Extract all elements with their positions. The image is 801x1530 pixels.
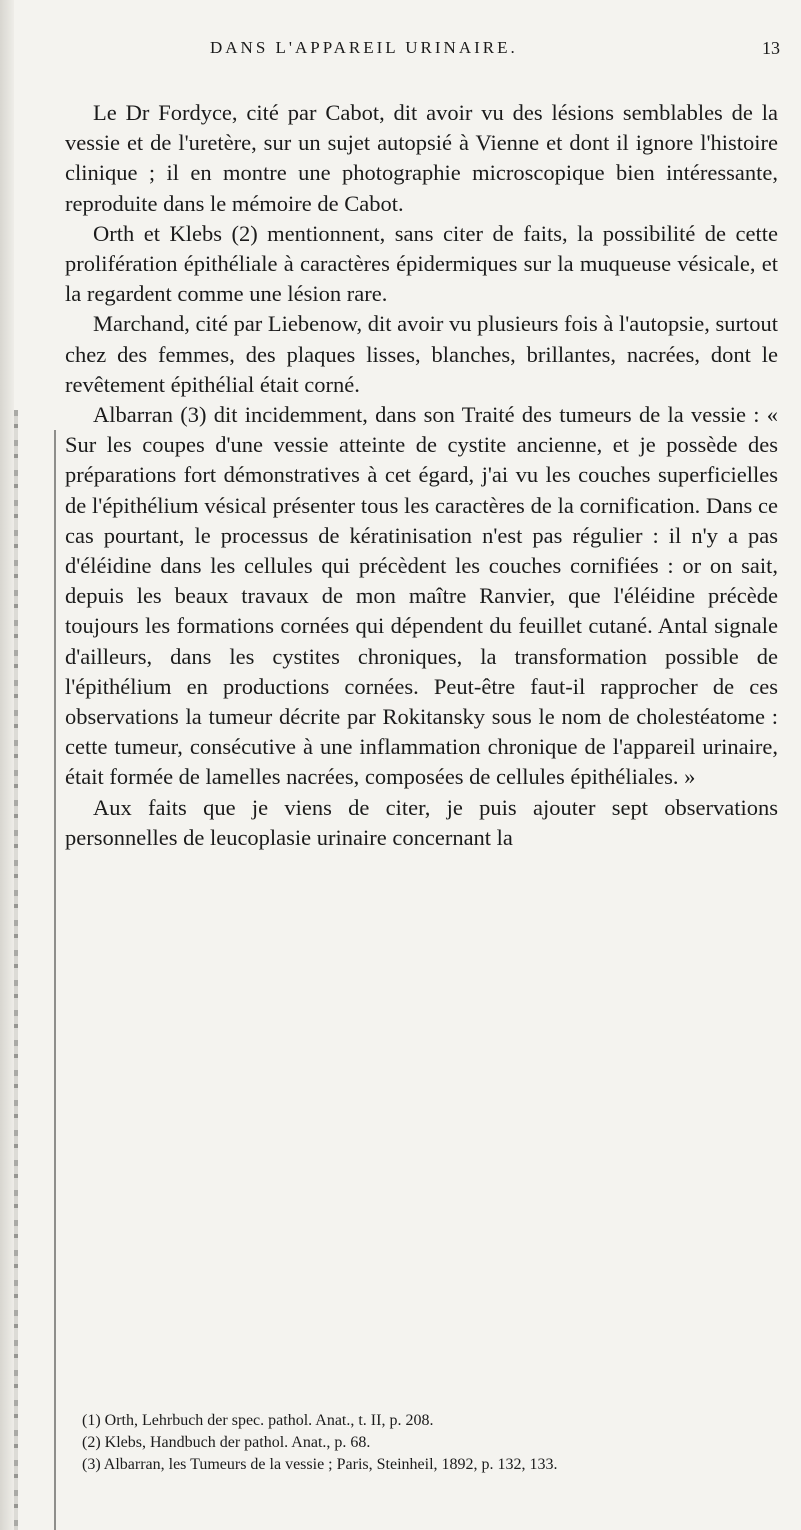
page-number: 13	[762, 38, 780, 58]
footnotes	[82, 1410, 782, 1476]
footnote: (3) Albarran, les Tumeurs de la vessie ; Paris, Steinheil, 1892, p. 132, 133.	[82, 1456, 558, 1473]
paragraph: Marchand, cité par Liebenow, dit avoir vu plusieurs fois à l'autopsie, surtout chez des femmes, des plaques lisses, blanches, brillantes, nacrées, dont le revêtement épithélial était corné.	[65, 311, 778, 397]
margin-rule	[54, 430, 56, 1530]
running-head: DANS L'APPAREIL URINAIRE.	[210, 38, 518, 57]
paragraph: Aux faits que je viens de citer, je puis ajouter sept observations personnelles de leucoplasie urinaire concernant la	[65, 794, 778, 850]
paragraph: Albarran (3) dit incidemment, dans son Traité des tumeurs de la vessie : « Sur les coupes d'une vessie atteinte de cystite ancienne, et je possède des préparations fort démonstratives à cet égard, j'ai vu les couches superficielles de l'épithélium vésical présenter tous les caractères de la cornification. Dans ce cas pourtant, le processus de kératinisation n'est pas régulier : il n'y a pas d'éléidine dans les cellules qui précèdent les couches cornifiées : or on sait, depuis les beaux travaux de mon maître Ranvier, que l'éléidine précède toujours les formations cornées qui dépendent du feuillet cutané. Antal signale d'ailleurs, dans les cystites chroniques, la transformation possible de l'épithélium en productions cornées. Peut-être faut-il rapprocher de ces observations la tumeur décrite par Rokitansky sous le nom de cholestéatome : cette tumeur, consécutive à une inflammation chronique de l'appareil urinaire, était formée de lamelles nacrées, composées de cellules épithéliales. »	[65, 402, 778, 790]
footnote: (1) Orth, Lehrbuch der spec. pathol. Anat., t. II, p. 208.	[82, 1412, 434, 1429]
binding-edge	[14, 410, 18, 1530]
paragraph: Le Dr Fordyce, cité par Cabot, dit avoir vu des lésions semblables de la vessie et de l'uretère, sur un sujet autopsié à Vienne et dont il ignore l'histoire clinique ; il en montre une photographie microscopique bien intéressante, reproduite dans le mémoire de Cabot.	[65, 100, 778, 216]
footnote: (2) Klebs, Handbuch der pathol. Anat., p. 68.	[82, 1434, 371, 1451]
body-text	[65, 98, 778, 853]
paragraph: Orth et Klebs (2) mentionnent, sans citer de faits, la possibilité de cette prolifération épithéliale à caractères épidermiques sur la muqueuse vésicale, et la regardent comme une lésion rare.	[65, 220, 778, 307]
page-header	[210, 38, 780, 68]
page-gutter	[0, 0, 14, 1530]
